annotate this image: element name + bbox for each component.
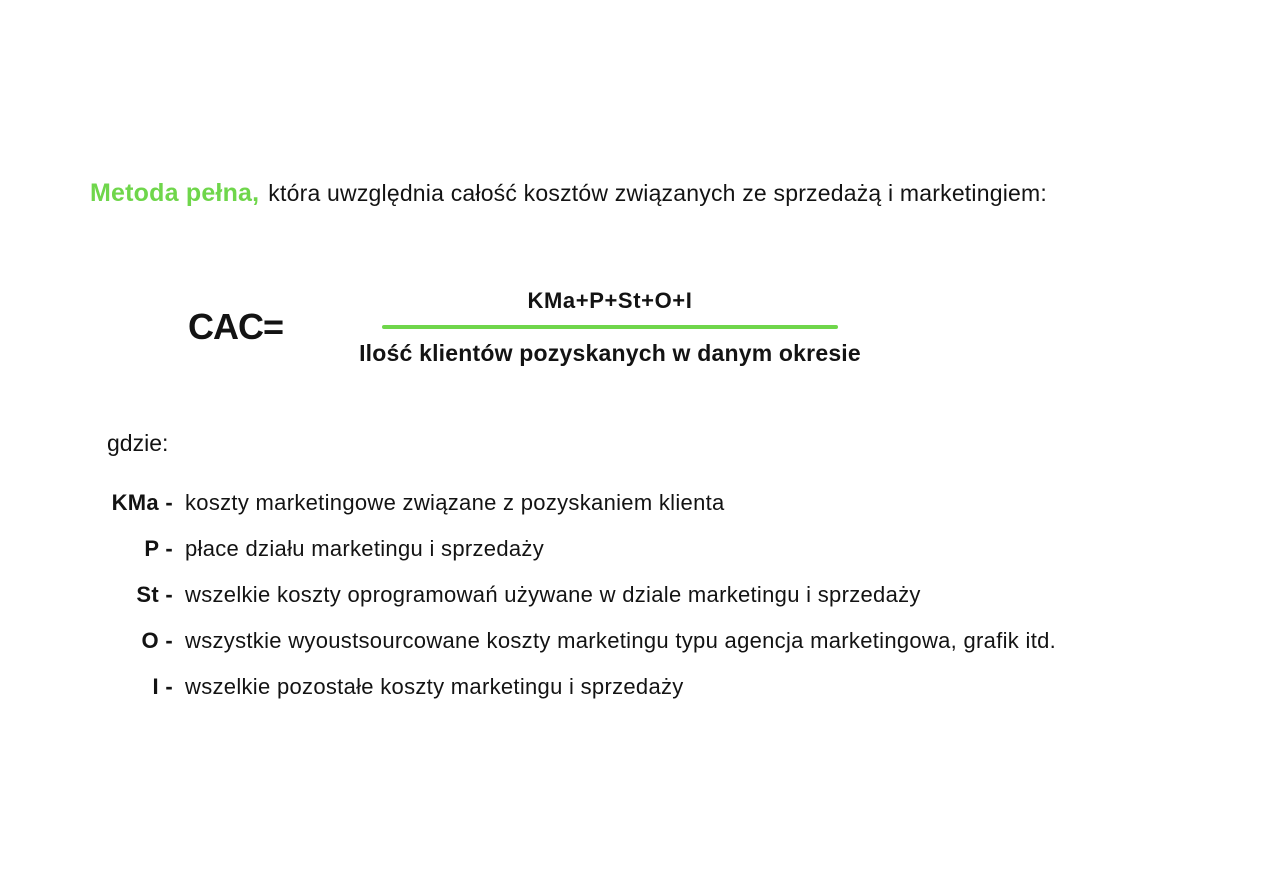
definition-row: [0, 618, 1280, 664]
definition-row: [0, 480, 1280, 526]
heading: [90, 179, 1230, 208]
definition-description: koszty marketingowe związane z pozyskaniem klienta: [185, 490, 725, 515]
definition-row: [0, 664, 1280, 710]
fraction-line: [382, 325, 838, 329]
fraction-numerator: KMa+P+St+O+I: [527, 288, 693, 313]
formula-cac-label: CAC=: [188, 306, 284, 347]
fraction-denominator: Ilość klientów pozyskanych w danym okresie: [359, 340, 861, 366]
definition-description: wszelkie koszty oprogramowań używane w dziale marketingu i sprzedaży: [185, 582, 921, 607]
definition-description: wszelkie pozostałe koszty marketingu i sprzedaży: [185, 674, 684, 699]
heading-highlight: Metoda pełna,: [90, 179, 260, 207]
definition-description: płace działu marketingu i sprzedaży: [185, 536, 545, 561]
definition-row: [0, 572, 1280, 618]
definition-row: [0, 526, 1280, 572]
definition-description: wszystkie wyoustsourcowane koszty marketingu typu agencja marketingowa, grafik itd.: [185, 628, 1057, 653]
definitions-list: [0, 480, 1280, 710]
definition-term: I -: [152, 674, 173, 699]
definition-term: St -: [136, 582, 173, 607]
definition-term: KMa -: [111, 490, 173, 515]
where-label: gdzie:: [107, 430, 169, 456]
heading-text: która uwzględnia całość kosztów związanych ze sprzedażą i marketingiem:: [268, 180, 1047, 206]
definition-term: O -: [141, 628, 173, 653]
definition-term: P -: [144, 536, 173, 561]
formula-fraction: [320, 288, 900, 367]
